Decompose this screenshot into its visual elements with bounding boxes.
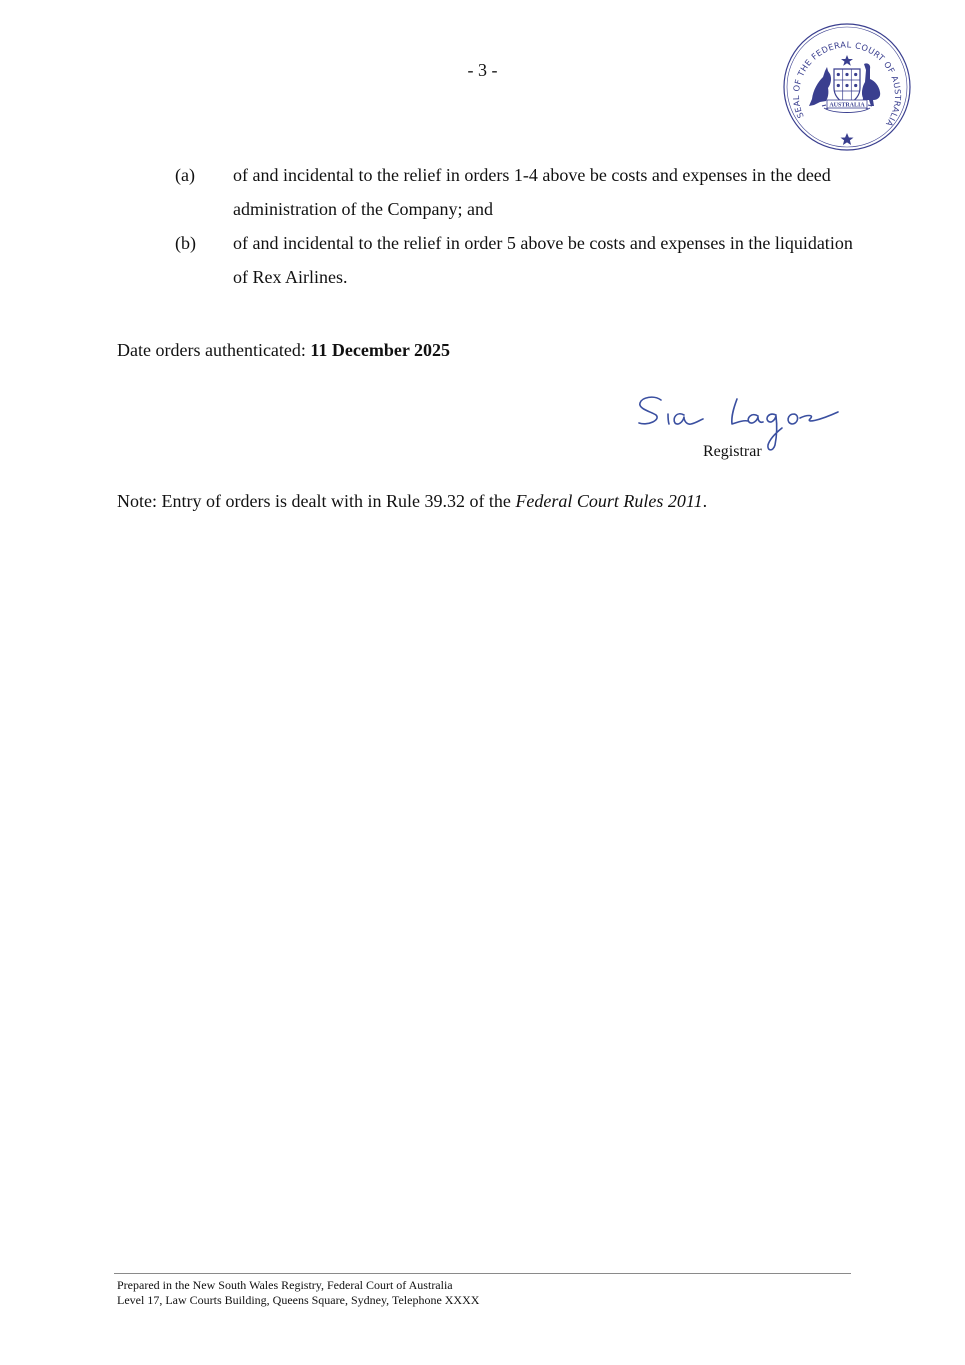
order-text: of and incidental to the relief in orders 1-4 above be costs and expenses in the deed administration of the Company; and bbox=[233, 165, 831, 219]
footer-line-2: Level 17, Law Courts Building, Queens Square, Sydney, Telephone XXXX bbox=[117, 1293, 480, 1307]
footer-line-1: Prepared in the New South Wales Registry, Federal Court of Australia bbox=[117, 1278, 453, 1292]
order-text: of and incidental to the relief in order 5 above be costs and expenses in the liquidation of Rex Airlines. bbox=[233, 233, 853, 287]
svg-text:SEAL OF THE FEDERAL COURT OF A: SEAL OF THE FEDERAL COURT OF AUSTRALIA bbox=[790, 39, 904, 129]
footer bbox=[117, 1278, 479, 1308]
order-list bbox=[175, 158, 855, 294]
order-marker: (a) bbox=[175, 165, 195, 185]
date-value: 11 December 2025 bbox=[310, 340, 451, 360]
page-number: - 3 - bbox=[467, 60, 498, 80]
order-item bbox=[175, 226, 855, 294]
registrar-title: Registrar bbox=[703, 443, 762, 460]
court-seal-icon bbox=[782, 22, 912, 152]
date-label: Date orders authenticated: bbox=[117, 340, 311, 360]
svg-text:AUSTRALIA: AUSTRALIA bbox=[829, 102, 865, 109]
entry-note bbox=[117, 491, 707, 512]
note-suffix: . bbox=[702, 491, 708, 511]
order-marker: (b) bbox=[175, 233, 196, 253]
footer-divider bbox=[114, 1273, 851, 1274]
rules-name: Federal Court Rules 2011 bbox=[515, 491, 703, 511]
order-item bbox=[175, 158, 855, 226]
note-prefix: Note: Entry of orders is dealt with in Rule 39.32 of the bbox=[117, 491, 516, 511]
date-authenticated bbox=[117, 340, 450, 361]
